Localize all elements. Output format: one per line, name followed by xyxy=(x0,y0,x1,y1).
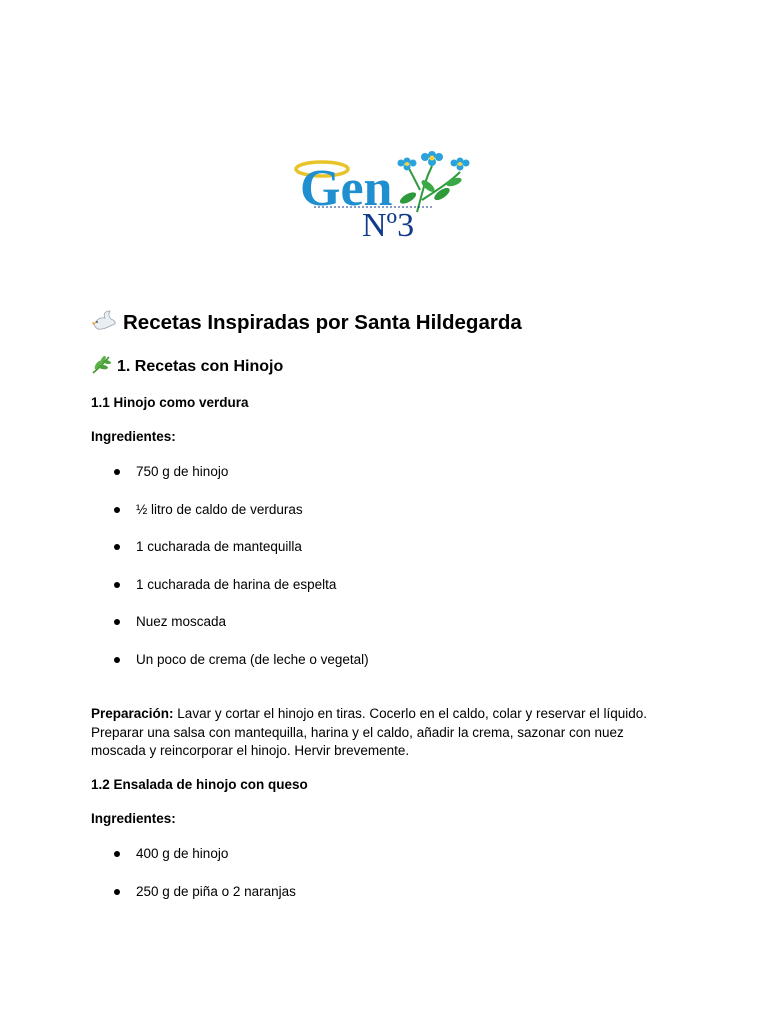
recipe-1-title: 1.1 Hinojo como verdura xyxy=(91,395,249,410)
ingredient-item: 250 g de piña o 2 naranjas xyxy=(0,883,296,921)
dove-icon xyxy=(91,310,117,332)
ingredient-item: 1 cucharada de mantequilla xyxy=(0,538,369,576)
flower-icon xyxy=(398,158,417,171)
ingredient-item: ½ litro de caldo de verduras xyxy=(0,501,369,539)
preparation-text: Lavar y cortar el hinojo en tiras. Cocerlo en el caldo, colar y reservar el líquido. Preparar una salsa con mantequilla, harina y el caldo, añadir la crema, sazonar con nuez moscada y reincorporar el hinojo. Hervir brevemente. xyxy=(91,706,648,758)
document-title xyxy=(91,310,522,335)
recipe-1-ingredients-label: Ingredientes: xyxy=(91,429,176,444)
herb-icon xyxy=(91,356,111,374)
recipe-2-title: 1.2 Ensalada de hinojo con queso xyxy=(91,777,308,792)
gen-no3-logo xyxy=(282,120,488,280)
flower-icon xyxy=(421,151,443,166)
document-title-text: Recetas Inspiradas por Santa Hildegarda xyxy=(123,311,522,334)
logo-subtitle: Nº3 xyxy=(362,207,415,244)
logo-graphic xyxy=(282,120,488,280)
recipe-2-ingredients-label: Ingredientes: xyxy=(91,811,176,826)
recipe-2-ingredients-list xyxy=(0,845,296,920)
flower-icon xyxy=(451,158,470,171)
ingredient-item: Un poco de crema (de leche o vegetal) xyxy=(0,651,369,689)
ingredient-item: 1 cucharada de harina de espelta xyxy=(0,576,369,614)
preparation-label: Preparación: xyxy=(91,706,174,721)
ingredient-item: 400 g de hinojo xyxy=(0,845,296,883)
ingredient-item: Nuez moscada xyxy=(0,613,369,651)
recipe-1-preparation xyxy=(91,705,681,761)
recipe-1-ingredients-list xyxy=(0,463,369,688)
section-1-heading-text: 1. Recetas con Hinojo xyxy=(117,358,284,375)
ingredient-item: 750 g de hinojo xyxy=(0,463,369,501)
section-1-heading xyxy=(91,356,283,376)
logo-wordmark: Gen xyxy=(300,160,393,217)
